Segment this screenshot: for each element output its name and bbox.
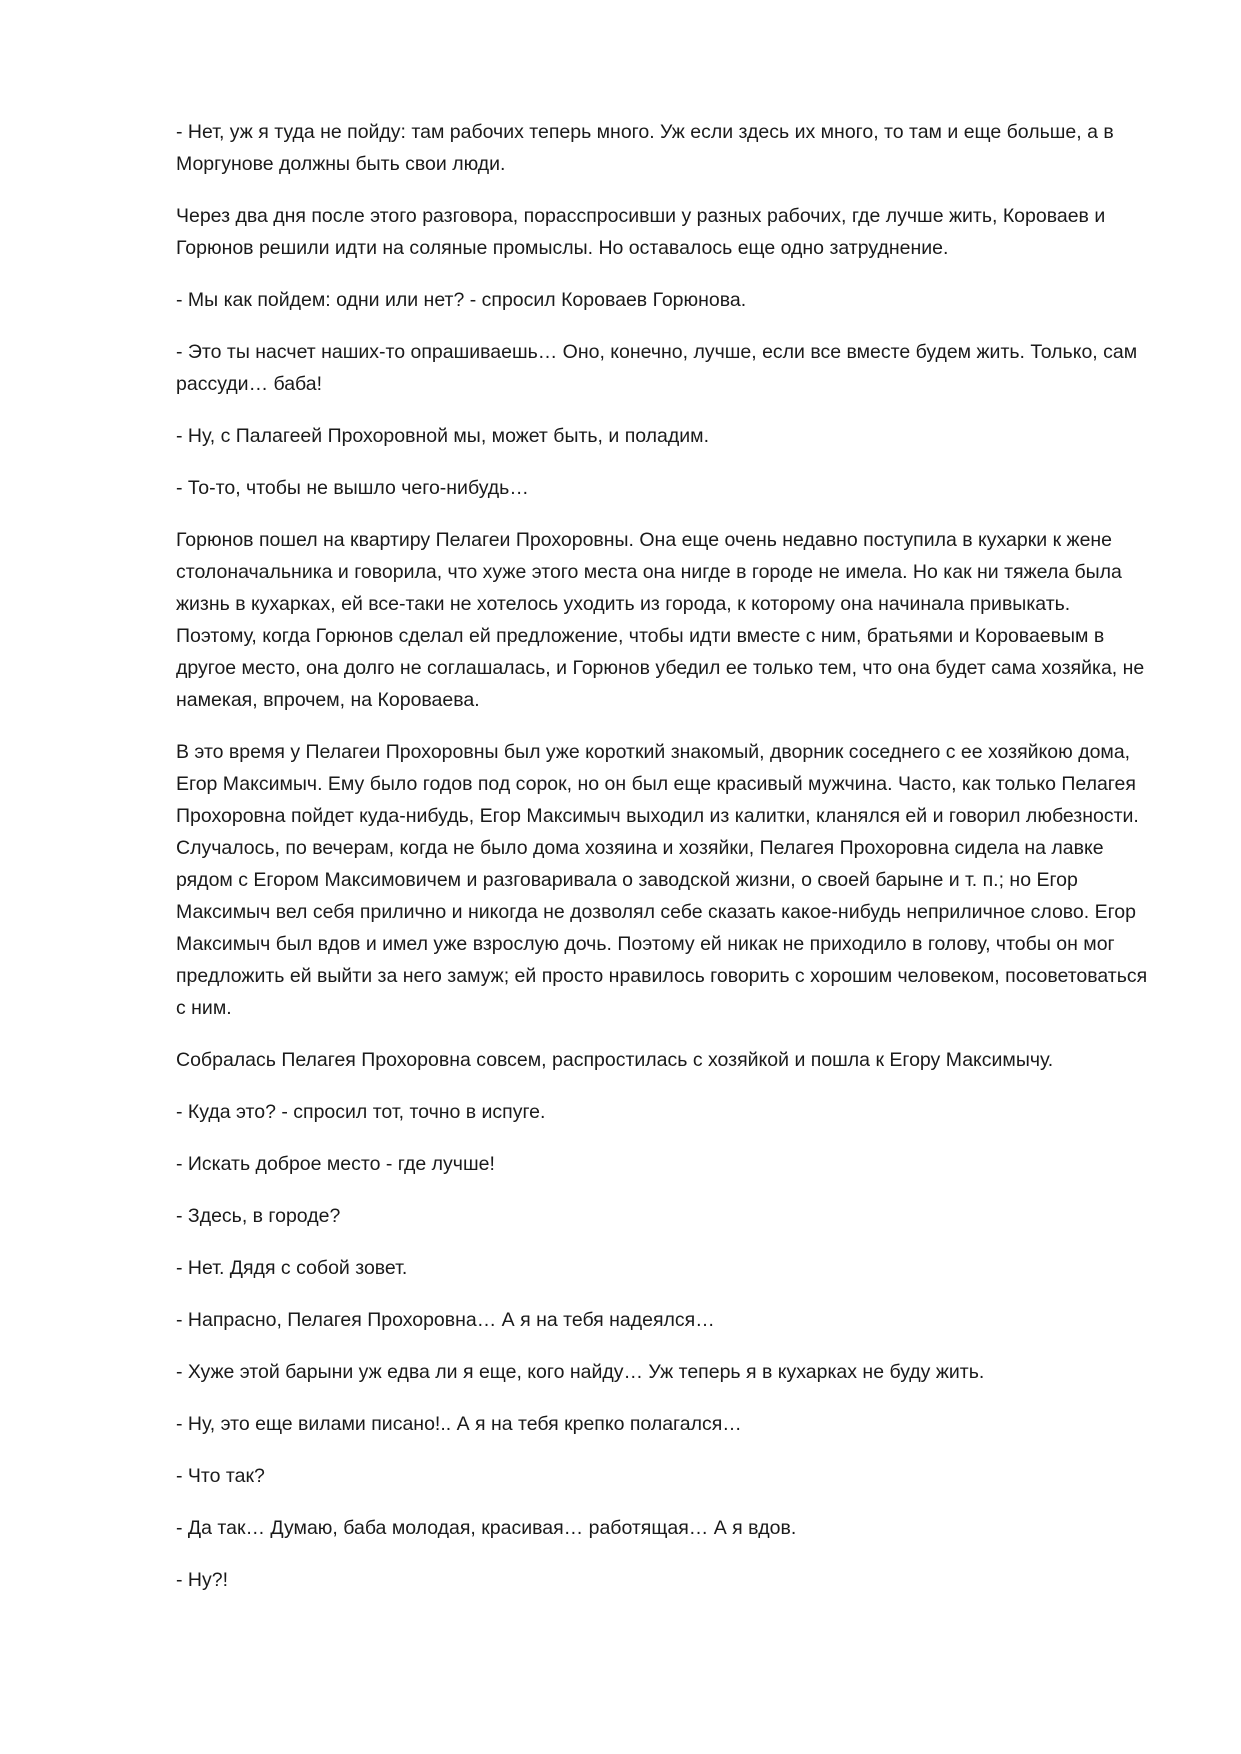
paragraph-2: Через два дня после этого разговора, порасспросивши у разных рабочих, где лучше жить, Короваев и Горюнов решили идти на соляные промыслы. Но оставалось еще одно затруднение.: [176, 205, 1106, 259]
paragraph-12: - Здесь, в городе?: [176, 1205, 341, 1227]
text-body: [176, 116, 1156, 1616]
paragraph-18: - Да так… Думаю, баба молодая, красивая… работящая… А я вдов.: [176, 1517, 797, 1539]
paragraph-7: Горюнов пошел на квартиру Пелагеи Прохоровны. Она еще очень недавно поступила в кухарки к жене столоначальника и говорила, что хуже этого места она нигде в городе не имела. Но как ни тяжела была жизнь в кухарках, ей все-таки не хотелось уходить из города, к которому она начинала привыкать. Поэтому, когда Горюнов сделал ей предложение, чтобы идти вместе с ним, братьями и Короваевым в другое место, она долго не соглашалась, и Горюнов убедил ее только тем, что она будет сама хозяйка, не намекая, впрочем, на Короваева.: [176, 529, 1145, 711]
paragraph-19: - Ну?!: [176, 1569, 229, 1591]
paragraph-8: В это время у Пелагеи Прохоровны был уже короткий знакомый, дворник соседнего с ее хозяйкою дома, Егор Максимыч. Ему было годов под сорок, но он был еще красивый мужчина. Часто, как только Пелагея Прохоровна пойдет куда-нибудь, Егор Максимыч выходил из калитки, кланялся ей и говорил любезности. Случалось, по вечерам, когда не было дома хозяина и хозяйки, Пелагея Прохоровна сидела на лавке рядом с Егором Максимовичем и разговаривала о заводской жизни, о своей барыне и т. п.; но Егор Максимыч вел себя прилично и никогда не дозволял себе сказать какое-нибудь неприличное слово. Егор Максимыч был вдов и имел уже взрослую дочь. Поэтому ей никак не приходило в голову, чтобы он мог предложить ей выйти за него замуж; ей просто нравилось говорить с хорошим человеком, посоветоваться с ним.: [176, 741, 1148, 1019]
paragraph-1: - Нет, уж я туда не пойду: там рабочих теперь много. Уж если здесь их много, то там и еще больше, а в Моргунове должны быть свои люди.: [176, 121, 1114, 175]
paragraph-3: - Мы как пойдем: одни или нет? - спросил Короваев Горюнова.: [176, 289, 747, 311]
paragraph-6: - То-то, чтобы не вышло чего-нибудь…: [176, 477, 529, 499]
paragraph-13: - Нет. Дядя с собой зовет.: [176, 1257, 408, 1279]
paragraph-14: - Напрасно, Пелагея Прохоровна… А я на тебя надеялся…: [176, 1309, 715, 1331]
paragraph-4: - Это ты насчет наших-то опрашиваешь… Оно, конечно, лучше, если все вместе будем жить. Только, сам рассуди… баба!: [176, 341, 1138, 395]
paragraph-10: - Куда это? - спросил тот, точно в испуге.: [176, 1101, 546, 1123]
paragraph-17: - Что так?: [176, 1465, 265, 1487]
paragraph-11: - Искать доброе место - где лучше!: [176, 1153, 495, 1175]
paragraph-9: Собралась Пелагея Прохоровна совсем, распростилась с хозяйкой и пошла к Егору Максимычу.: [176, 1049, 1054, 1071]
paragraph-15: - Хуже этой барыни уж едва ли я еще, кого найду… Уж теперь я в кухарках не буду жить.: [176, 1361, 985, 1383]
paragraph-5: - Ну, с Палагеей Прохоровной мы, может быть, и поладим.: [176, 425, 709, 447]
paragraph-16: - Ну, это еще вилами писано!.. А я на тебя крепко полагался…: [176, 1413, 742, 1435]
